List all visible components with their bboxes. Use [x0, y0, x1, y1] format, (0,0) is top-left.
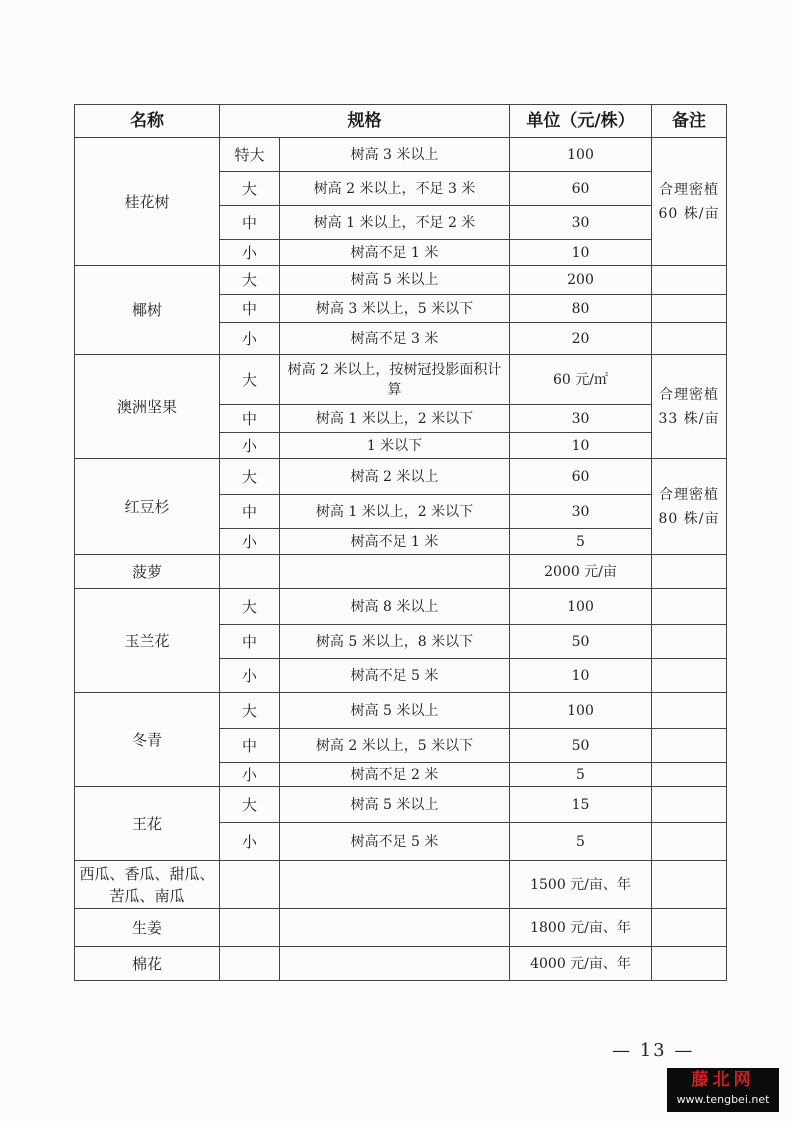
- price-cell: 60: [510, 459, 652, 495]
- header-unit: 单位（元/株）: [510, 105, 652, 138]
- table-row: [75, 138, 727, 172]
- spec-cell: [280, 909, 510, 947]
- header-spec: 规格: [220, 105, 510, 138]
- table-row: [75, 909, 727, 947]
- header-name: 名称: [75, 105, 220, 138]
- price-cell: 100: [510, 138, 652, 172]
- note-cell: 合理密植 80 株/亩: [652, 459, 727, 555]
- spec-cell: 树高 3 米以上: [280, 138, 510, 172]
- price-cell: 5: [510, 823, 652, 861]
- size-grade: 小: [220, 823, 280, 861]
- price-cell: 60: [510, 172, 652, 206]
- table-row: [75, 947, 727, 981]
- watermark-brand: 藤北网: [691, 1070, 755, 1090]
- price-cell: 10: [510, 659, 652, 693]
- note-cell: [652, 555, 727, 589]
- spec-cell: 树高 1 米以上，2 米以下: [280, 405, 510, 433]
- spec-cell: 树高 1 米以上，不足 2 米: [280, 206, 510, 240]
- table-header-row: [75, 105, 727, 138]
- plant-name: 菠萝: [75, 555, 220, 589]
- size-grade: 大: [220, 589, 280, 625]
- note-cell: 合理密植 60 株/亩: [652, 138, 727, 266]
- note-cell: [652, 625, 727, 659]
- price-cell: 1500 元/亩、年: [510, 861, 652, 909]
- size-grade: 大: [220, 459, 280, 495]
- spec-cell: 树高 8 米以上: [280, 589, 510, 625]
- size-grade: 小: [220, 529, 280, 555]
- spec-cell: [280, 555, 510, 589]
- spec-cell: 树高 2 米以上: [280, 459, 510, 495]
- spec-cell: 树高 2 米以上，5 米以下: [280, 729, 510, 763]
- header-note: 备注: [652, 105, 727, 138]
- size-grade: 小: [220, 763, 280, 787]
- size-grade: 中: [220, 206, 280, 240]
- price-cell: 4000 元/亩、年: [510, 947, 652, 981]
- price-cell: 100: [510, 693, 652, 729]
- size-grade: 中: [220, 405, 280, 433]
- table-row: [75, 693, 727, 729]
- spec-cell: 树高 5 米以上，8 米以下: [280, 625, 510, 659]
- plant-name: 椰树: [75, 266, 220, 355]
- note-cell: [652, 729, 727, 763]
- price-cell: 10: [510, 433, 652, 459]
- note-cell: [652, 589, 727, 625]
- price-cell: 60 元/㎡: [510, 355, 652, 405]
- watermark-url: www.tengbei.net: [676, 1093, 770, 1106]
- spec-cell: 树高 1 米以上，2 米以下: [280, 495, 510, 529]
- plant-name: 王花: [75, 787, 220, 861]
- price-cell: 30: [510, 405, 652, 433]
- plant-name: 澳洲坚果: [75, 355, 220, 459]
- size-grade: [220, 555, 280, 589]
- size-grade: 大: [220, 693, 280, 729]
- spec-cell: [280, 947, 510, 981]
- size-grade: 大: [220, 172, 280, 206]
- size-grade: 小: [220, 433, 280, 459]
- size-grade: 大: [220, 266, 280, 295]
- spec-cell: 树高不足 5 米: [280, 823, 510, 861]
- price-cell: 30: [510, 495, 652, 529]
- spec-cell: 树高 2 米以上，按树冠投影面积计算: [280, 355, 510, 405]
- price-cell: 50: [510, 625, 652, 659]
- note-cell: [652, 947, 727, 981]
- size-grade: 大: [220, 787, 280, 823]
- table-row: [75, 355, 727, 405]
- compensation-price-table: [74, 104, 727, 981]
- spec-cell: 树高不足 2 米: [280, 763, 510, 787]
- note-cell: [652, 323, 727, 355]
- table-row: [75, 787, 727, 823]
- size-grade: 大: [220, 355, 280, 405]
- spec-cell: 树高 5 米以上: [280, 266, 510, 295]
- size-grade: 小: [220, 659, 280, 693]
- spec-cell: 树高 5 米以上: [280, 787, 510, 823]
- size-grade: [220, 947, 280, 981]
- price-cell: 1800 元/亩、年: [510, 909, 652, 947]
- plant-name: 桂花树: [75, 138, 220, 266]
- plant-name: 棉花: [75, 947, 220, 981]
- table-row: [75, 266, 727, 295]
- note-cell: [652, 909, 727, 947]
- price-cell: 5: [510, 763, 652, 787]
- table-row: [75, 861, 727, 909]
- price-cell: 50: [510, 729, 652, 763]
- size-grade: 中: [220, 495, 280, 529]
- table-row: [75, 459, 727, 495]
- spec-cell: 树高不足 5 米: [280, 659, 510, 693]
- size-grade: [220, 861, 280, 909]
- size-grade: 中: [220, 729, 280, 763]
- note-cell: [652, 763, 727, 787]
- price-cell: 200: [510, 266, 652, 295]
- price-cell: 10: [510, 240, 652, 266]
- site-watermark: [667, 1068, 779, 1112]
- note-cell: [652, 861, 727, 909]
- plant-name: 生姜: [75, 909, 220, 947]
- note-cell: [652, 693, 727, 729]
- note-cell: [652, 787, 727, 823]
- price-cell: 30: [510, 206, 652, 240]
- size-grade: [220, 909, 280, 947]
- spec-cell: 树高不足 3 米: [280, 323, 510, 355]
- note-cell: [652, 266, 727, 295]
- size-grade: 中: [220, 295, 280, 323]
- plant-name: 玉兰花: [75, 589, 220, 693]
- spec-cell: 树高 5 米以上: [280, 693, 510, 729]
- size-grade: 中: [220, 625, 280, 659]
- price-cell: 100: [510, 589, 652, 625]
- price-cell: 2000 元/亩: [510, 555, 652, 589]
- table-row: [75, 589, 727, 625]
- plant-name: 西瓜、香瓜、甜瓜、苦瓜、南瓜: [75, 861, 220, 909]
- plant-name: 冬青: [75, 693, 220, 787]
- note-cell: [652, 659, 727, 693]
- price-cell: 5: [510, 529, 652, 555]
- note-cell: 合理密植 33 株/亩: [652, 355, 727, 459]
- size-grade: 特大: [220, 138, 280, 172]
- table-row: [75, 555, 727, 589]
- note-cell: [652, 295, 727, 323]
- size-grade: 小: [220, 323, 280, 355]
- price-cell: 15: [510, 787, 652, 823]
- spec-cell: 1 米以下: [280, 433, 510, 459]
- price-cell: 20: [510, 323, 652, 355]
- spec-cell: [280, 861, 510, 909]
- spec-cell: 树高 3 米以上，5 米以下: [280, 295, 510, 323]
- page-number: — 13 —: [612, 1040, 695, 1061]
- price-cell: 80: [510, 295, 652, 323]
- plant-name: 红豆杉: [75, 459, 220, 555]
- spec-cell: 树高不足 1 米: [280, 240, 510, 266]
- note-cell: [652, 823, 727, 861]
- spec-cell: 树高不足 1 米: [280, 529, 510, 555]
- size-grade: 小: [220, 240, 280, 266]
- spec-cell: 树高 2 米以上，不足 3 米: [280, 172, 510, 206]
